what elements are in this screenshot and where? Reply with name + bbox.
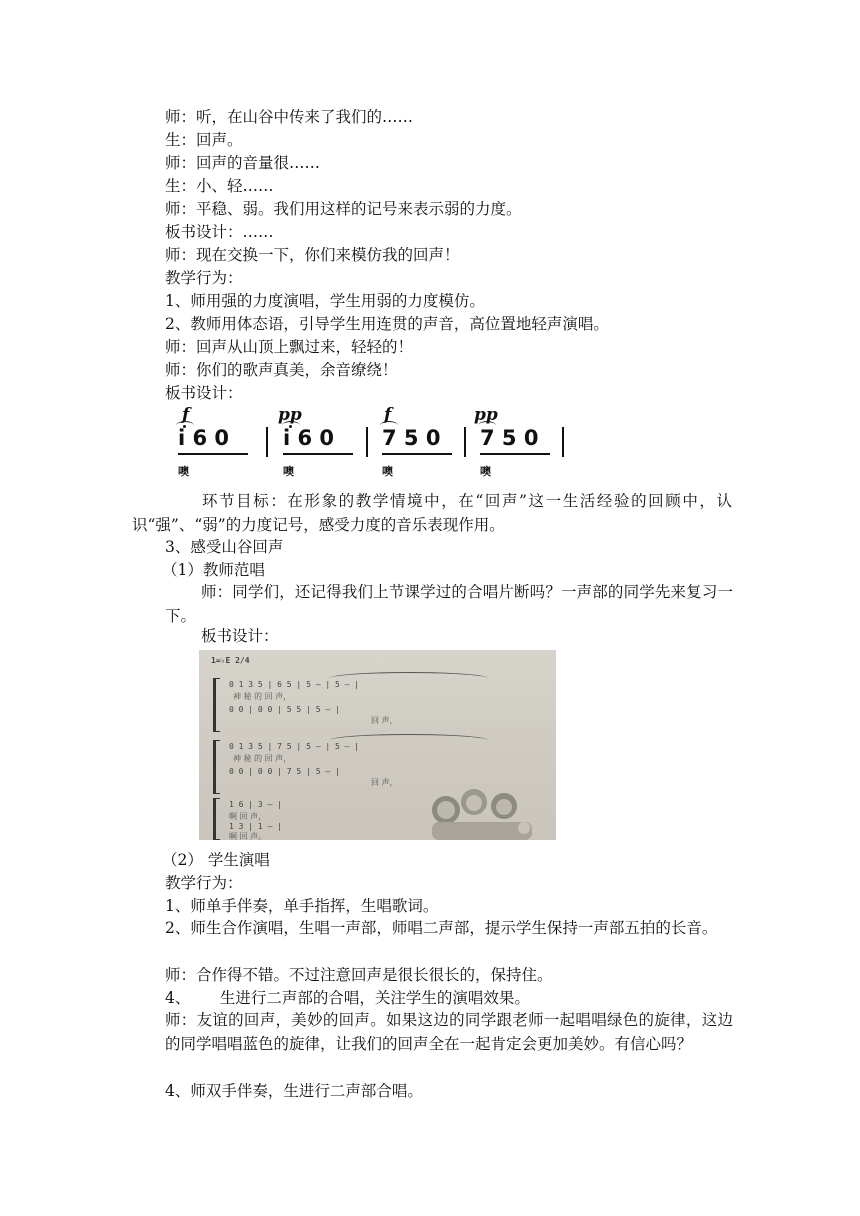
notation-strip [170, 405, 580, 485]
children-illustration [424, 788, 544, 840]
bar-line [464, 427, 466, 457]
text-line: 师：现在交换一下，你们来模仿我的回声！ [165, 246, 460, 264]
paragraph: 2、师生合作演唱，生唱一声部，师唱二声部，提示学生保持一声部五拍的长音。 [165, 919, 718, 937]
score-notes: 1 6 | 3 — | [229, 800, 282, 809]
score-lyric: 啊 回 声。 [229, 832, 267, 840]
text-line: 4、师双手伴奏，生进行二声部合唱。 [165, 1082, 423, 1100]
text-line: 板书设计： [165, 384, 243, 402]
underline [283, 453, 353, 455]
underline [178, 453, 248, 455]
notes: 7 5 0 [480, 426, 539, 450]
score-lyric: 回 声， [371, 716, 398, 725]
text-line: 师：合作得不错。不过注意回声是很长很长的，保持住。 [165, 966, 553, 984]
score-lyric: 回 声， [371, 778, 398, 787]
text-line: 1、师单手伴奏，单手指挥，生唱歌词。 [165, 897, 439, 915]
text-line: 师：回声的音量很…… [165, 154, 321, 172]
dynamic-mark: pp [474, 405, 498, 425]
text-line: 师：平稳、弱。我们用这样的记号来表示弱的力度。 [165, 200, 522, 218]
system-bracket [213, 740, 220, 794]
lyric: 噢 [480, 465, 491, 478]
subsection-heading: （1）教师范唱 [162, 561, 265, 579]
text-line: 2、教师用体态语，引导学生用连贯的声音，高位置地轻声演唱。 [165, 315, 609, 333]
section-heading: 3、感受山谷回声 [165, 538, 284, 556]
text-line: 板书设计： [201, 627, 279, 645]
dynamic-mark: f [384, 405, 392, 425]
lyric: 噢 [178, 465, 189, 478]
score-image [199, 650, 556, 840]
system-bracket [213, 678, 220, 732]
paragraph: 师：同学们，还记得我们上节课学过的合唱片断吗？一声部的同学先来复习一下。 [165, 583, 733, 625]
score-lyric: 神 秘 的 回 声， [233, 692, 292, 701]
text-line: 教学行为： [165, 269, 243, 287]
underline [382, 453, 452, 455]
key-signature: 1=♭E 2/4 [211, 656, 250, 665]
score-notes: 0 1 3 5 | 6 5 | 5 — | 5 — | [229, 680, 360, 689]
text-line: 生：回声。 [165, 131, 243, 149]
bar-line [266, 427, 268, 457]
text-line: 师：回声从山顶上飘过来，轻轻的！ [165, 338, 414, 356]
goal-paragraph: 环节目标：在形象的教学情境中，在“回声”这一生活经验的回顾中，认识“强”、“弱”的力度记号，感受力度的音乐表现作用。 [132, 492, 732, 534]
lyric: 噢 [382, 465, 393, 478]
text-line: 生：小、轻…… [165, 177, 274, 195]
score-notes: 1 3 | 1 — | [229, 822, 282, 831]
score-notes: 0 0 | 0 0 | 5 5 | 5 — | [229, 705, 340, 714]
text-line: 1、师用强的力度演唱，学生用弱的力度模仿。 [165, 292, 485, 310]
text-line: 教学行为： [165, 874, 243, 892]
text-line: 师：你们的歌声真美，余音缭绕！ [165, 361, 398, 379]
bar-line [366, 427, 368, 457]
score-lyric: 啊 回 声， [229, 812, 267, 821]
system-bracket [213, 798, 220, 840]
notes: i 6 0 [178, 426, 230, 450]
subsection-heading: （2） 学生演唱 [162, 851, 270, 869]
text-line: 板书设计：…… [165, 223, 274, 241]
text-line: 4、 生进行二声部的合唱，关注学生的演唱效果。 [165, 989, 530, 1007]
score-lyric: 神 秘 的 回 声， [233, 754, 292, 763]
notes: i 6 0 [283, 426, 335, 450]
text-line: 师：听，在山谷中传来了我们的…… [165, 108, 414, 126]
underline [480, 453, 550, 455]
score-notes: 0 1 3 5 | 7 5 | 5 — | 5 — | [229, 742, 360, 751]
notes: 7 5 0 [382, 426, 441, 450]
lyric: 噢 [283, 465, 294, 478]
paragraph: 师：友谊的回声，美妙的回声。如果这边的同学跟老师一起唱唱绿色的旋律，这边的同学唱唱蓝色的旋律，让我们的回声全在一起肯定会更加美妙。有信心吗？ [165, 1011, 733, 1053]
dynamic-mark: pp [278, 405, 302, 425]
score-notes: 0 0 | 0 0 | 7 5 | 5 — | [229, 767, 340, 776]
bar-line [562, 427, 564, 457]
dynamic-mark: f [182, 405, 190, 425]
